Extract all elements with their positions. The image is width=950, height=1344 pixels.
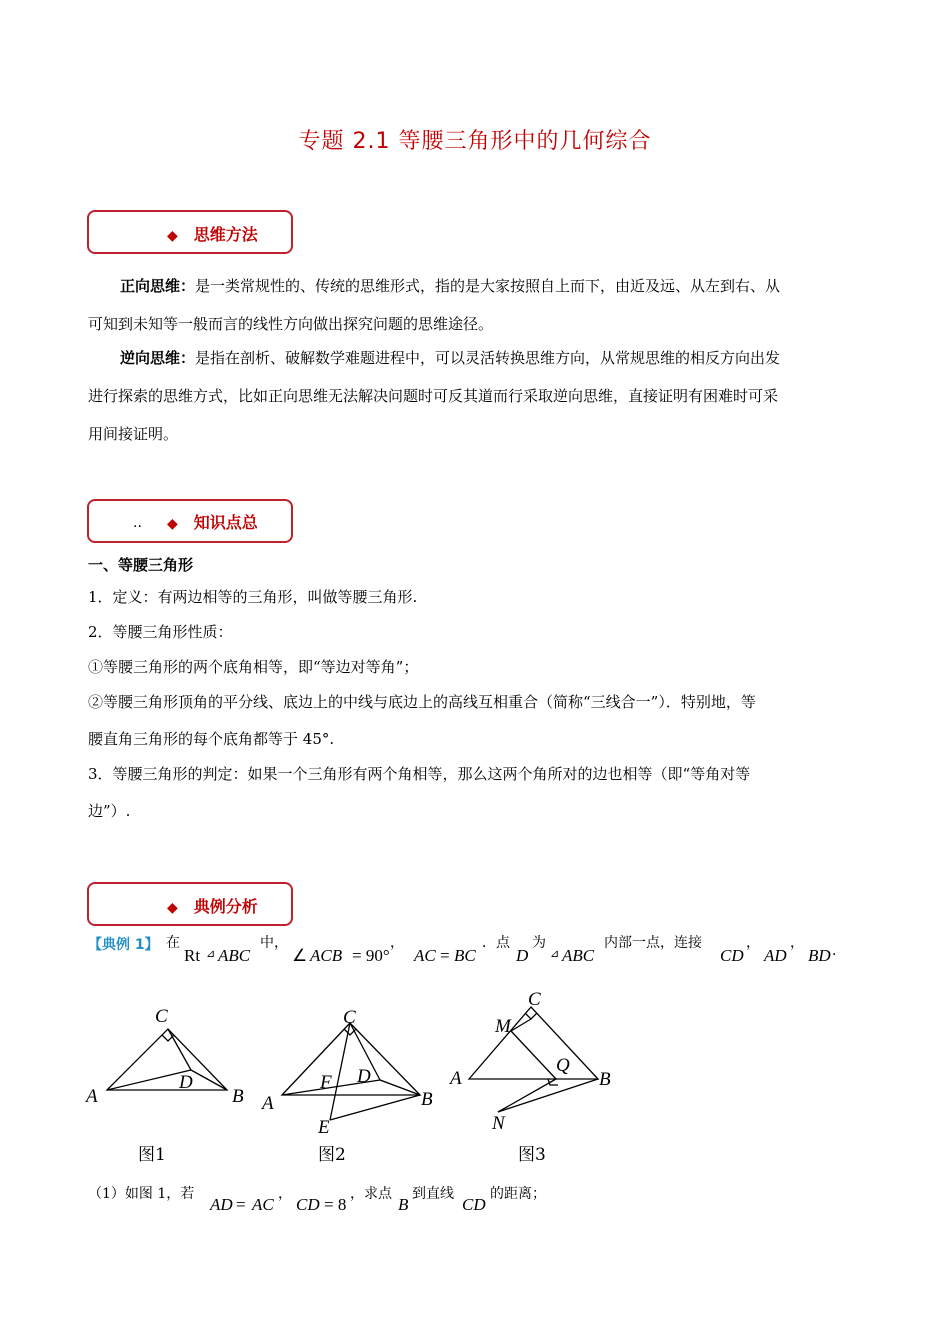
diamond-icon: ◆ — [167, 900, 178, 916]
fig1-caption: 图1 — [138, 1145, 166, 1165]
text: ，求点 — [350, 1186, 392, 1202]
fig3-label-q: Q — [556, 1055, 570, 1076]
fig3-segment-mq — [511, 1031, 556, 1079]
section-title: 知识点总 — [193, 513, 258, 532]
knowledge-item-2: 2．等腰三角形性质： — [88, 623, 233, 641]
reverse-thinking-line2: 进行探索的思维方式，比如正向思维无法解决问题时可反其道而行采取逆向思维，直接证明有困难时可采 — [88, 387, 779, 405]
text: 的距离； — [490, 1186, 546, 1202]
math-eq: = — [236, 1195, 246, 1214]
fig1-label-a: A — [86, 1086, 98, 1107]
knowledge-item-7: 边”）. — [88, 802, 131, 820]
fig3-segment-m — [511, 1019, 531, 1031]
reverse-thinking-line3: 用间接证明。 — [88, 425, 179, 443]
math-abc: ABC — [218, 946, 251, 965]
fig2-label-d: D — [357, 1066, 371, 1087]
math-eq8: = 8 — [324, 1195, 347, 1214]
fig3-right-angle-mark-q — [548, 1079, 558, 1085]
fig1-label-d: D — [179, 1072, 193, 1093]
math-eq90: = 90° — [352, 946, 390, 965]
fig2-label-b: B — [421, 1089, 433, 1110]
math-d: D — [516, 946, 529, 965]
math-rt: Rt — [184, 946, 201, 965]
fig2-caption: 图2 — [318, 1145, 346, 1165]
dots-mark: ·· — [133, 519, 142, 535]
knowledge-item-6: 3．等腰三角形的判定：如果一个三角形有两个角相等，那么这两个角所对的边也相等（即“等角对等 — [88, 765, 751, 783]
text: ， — [278, 1186, 292, 1202]
fig1-label-b: B — [232, 1086, 244, 1107]
fig2-label-e: E — [318, 1117, 330, 1138]
fig2-segment-bd — [380, 1080, 420, 1095]
math-ad: AD — [764, 946, 787, 965]
question-1 — [88, 1183, 864, 1219]
text: 在 — [166, 935, 180, 951]
fig3-label-m: M — [495, 1016, 511, 1037]
math-cd: CD — [296, 1195, 320, 1214]
math-cd: CD — [720, 946, 744, 965]
text: ．点 — [482, 935, 510, 951]
diamond-icon: ◆ — [167, 516, 178, 532]
section-header-examples — [87, 882, 293, 926]
knowledge-item-4: ②等腰三角形顶角的平分线、底边上的中线与底边上的高线互相重合（简称“三线合一”）．特别地，等 — [88, 693, 756, 711]
section-title: 典例分析 — [193, 897, 258, 916]
knowledge-item-3: ①等腰三角形的两个底角相等，即“等边对等角”； — [88, 658, 419, 676]
text: 到直线 — [412, 1186, 454, 1202]
fig1-right-angle-mark — [162, 1035, 174, 1041]
text: 内部一点，连接 — [604, 935, 702, 951]
fig3-label-n: N — [492, 1113, 505, 1134]
fig1-label-c: C — [155, 1006, 168, 1027]
forward-label: 正向思维： — [120, 277, 196, 295]
text: ， — [390, 935, 404, 951]
reverse-label: 逆向思维： — [120, 349, 196, 367]
forward-thinking-paragraph — [88, 268, 864, 304]
math-ac: AC — [252, 1195, 274, 1214]
knowledge-heading: 一、等腰三角形 — [88, 556, 194, 574]
fig2-label-c: C — [343, 1007, 356, 1028]
triangle-symbol: ⊿ — [550, 948, 560, 960]
text: ， — [746, 935, 760, 951]
fig1-triangle — [107, 1029, 227, 1090]
text: 为 — [532, 935, 546, 951]
math-b: B — [398, 1195, 409, 1214]
triangle-symbol: ⊿ — [206, 948, 216, 960]
diamond-icon: ◆ — [167, 228, 178, 244]
fig3-label-b: B — [599, 1069, 611, 1090]
section-header-methods — [87, 210, 293, 254]
fig3-label-c: C — [528, 989, 541, 1010]
math-abc: ABC — [562, 946, 595, 965]
fig3-caption: 图3 — [518, 1145, 546, 1165]
fig2-segment-eb — [330, 1095, 420, 1120]
fig3-triangle — [469, 1007, 598, 1079]
math-cd: CD — [462, 1195, 486, 1214]
fig3-label-a: A — [450, 1068, 462, 1089]
fig1-segment-bd — [191, 1070, 227, 1090]
text: （1）如图 1，若 — [88, 1186, 195, 1202]
reverse-text-1: 是指在剖析、破解数学难题进程中，可以灵活转换思维方向，从常规思维的相反方向出发 — [195, 349, 781, 367]
knowledge-item-5: 腰直角三角形的每个底角都等于 45°. — [88, 730, 335, 748]
fig2-label-a: A — [262, 1093, 274, 1114]
fig2-label-f: F — [320, 1072, 332, 1093]
math-bc: BC — [454, 946, 476, 965]
forward-text-1: 是一类常规性的、传统的思维形式，指的是大家按照自上而下，由近及远、从左到右、从 — [195, 277, 781, 295]
math-bd: BD — [808, 946, 831, 965]
angle-symbol: ∠ — [292, 946, 308, 965]
knowledge-item-1: 1．定义：有两边相等的三角形，叫做等腰三角形. — [88, 588, 418, 606]
example-tag: 【典例 1】 — [88, 937, 159, 953]
example-1-statement — [88, 932, 864, 972]
text: 中， — [260, 935, 288, 951]
math-acb: ACB — [310, 946, 343, 965]
section-header-knowledge — [87, 499, 293, 543]
page-title: 专题 2.1 等腰三角形中的几何综合 — [298, 129, 652, 154]
math-ac: AC — [414, 946, 436, 965]
reverse-thinking-paragraph — [88, 340, 864, 376]
fig3-right-angle-mark-c — [525, 1013, 537, 1019]
fig2-segment-ce — [330, 1023, 350, 1120]
forward-thinking-line2: 可知到未知等一般而言的线性方向做出探究问题的思维途径。 — [88, 315, 494, 333]
text: ， — [790, 935, 804, 951]
math-eq: = — [440, 946, 450, 965]
text: ． — [832, 943, 846, 959]
section-title: 思维方法 — [193, 225, 258, 244]
math-ad: AD — [210, 1195, 233, 1214]
